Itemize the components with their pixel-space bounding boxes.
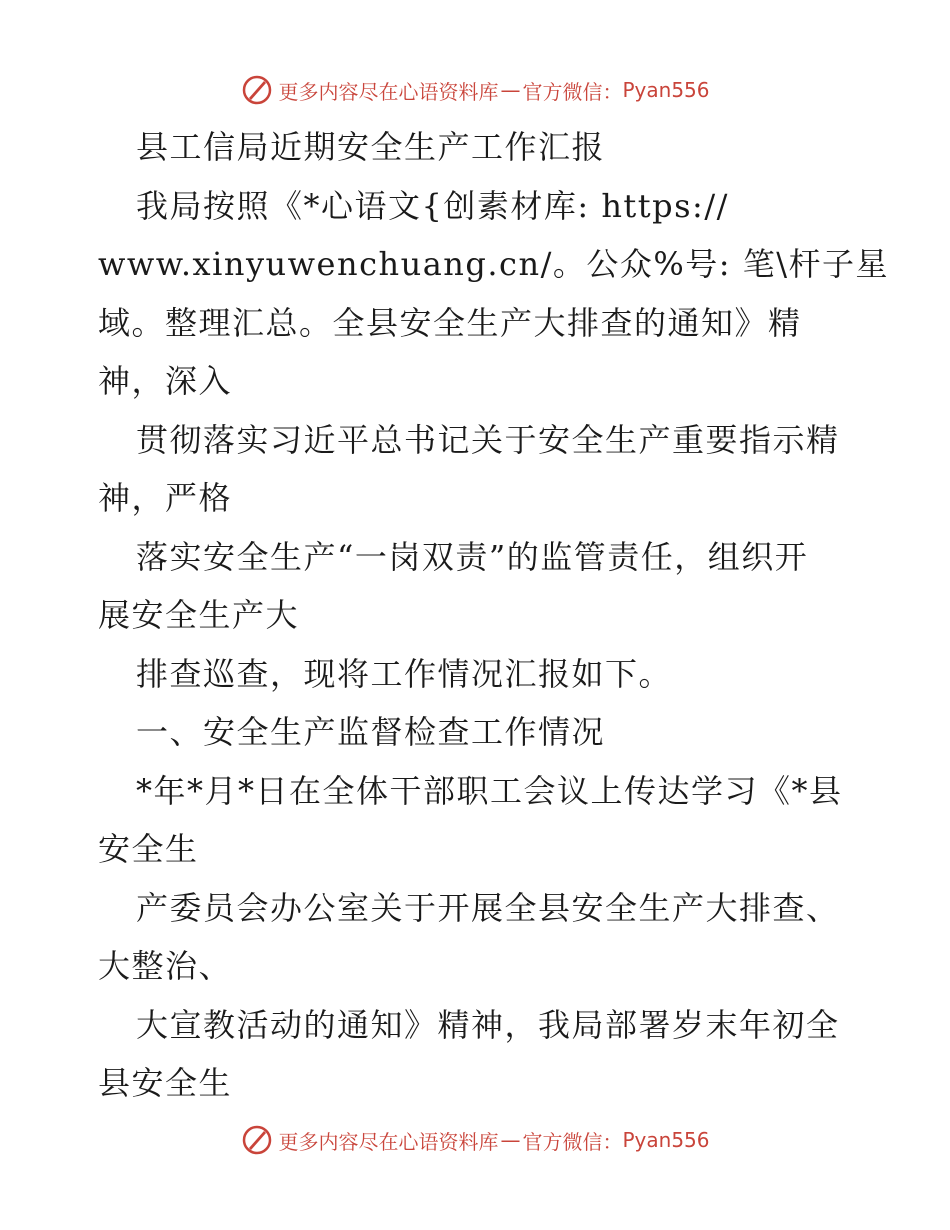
doc-line: 县安全生 xyxy=(98,1064,233,1102)
doc-line: 落实安全生产“一岗双责”的监管责任，组织开 xyxy=(136,537,809,576)
doc-line: 大宣教活动的通知》精神，我局部署岁末年初全 xyxy=(136,1005,840,1044)
doc-line: 县工信局近期安全生产工作汇报 xyxy=(136,128,606,166)
watermark-dash: — xyxy=(500,1128,521,1152)
doc-line: 贯彻落实习近平总书记关于安全生产重要指示精 xyxy=(136,420,840,459)
header-watermark xyxy=(0,70,950,110)
watermark-label: 官方微信： xyxy=(522,79,623,104)
doc-line: 一、安全生产监督检查工作情况 xyxy=(136,713,606,751)
doc-line: 我局按照《*心语文{创素材库: https:// xyxy=(136,186,729,225)
watermark-main-text: 更多内容尽在心语资料库 xyxy=(278,1129,499,1154)
watermark-id: Pyan556 xyxy=(622,78,710,102)
doc-line: 域。整理汇总。全县安全生产大排查的通知》精 xyxy=(98,303,802,342)
doc-line: 产委员会办公室关于开展全县安全生产大排查、 xyxy=(136,888,840,927)
watermark-dash: — xyxy=(500,78,521,102)
document-body xyxy=(98,118,890,1113)
footer-watermark xyxy=(0,1120,950,1160)
doc-line: 神，严格 xyxy=(98,479,233,517)
doc-line: 安全生 xyxy=(98,830,199,868)
doc-line: 神，深入 xyxy=(98,362,233,400)
doc-line: 大整治、 xyxy=(98,947,233,985)
quill-logo-icon xyxy=(240,1123,274,1157)
doc-line: www.xinyuwenchuang.cn/。公众%号: 笔\杆子星 xyxy=(98,245,890,283)
watermark-main-text: 更多内容尽在心语资料库 xyxy=(278,79,499,104)
doc-line: *年*月*日在全体干部职工会议上传达学习《*县 xyxy=(136,771,843,810)
doc-line: 排查巡查，现将工作情况汇报如下。 xyxy=(136,654,673,693)
doc-line: 展安全生产大 xyxy=(98,596,300,634)
watermark-label: 官方微信： xyxy=(522,1129,623,1154)
quill-logo-icon xyxy=(240,73,274,107)
watermark-id: Pyan556 xyxy=(622,1128,710,1152)
